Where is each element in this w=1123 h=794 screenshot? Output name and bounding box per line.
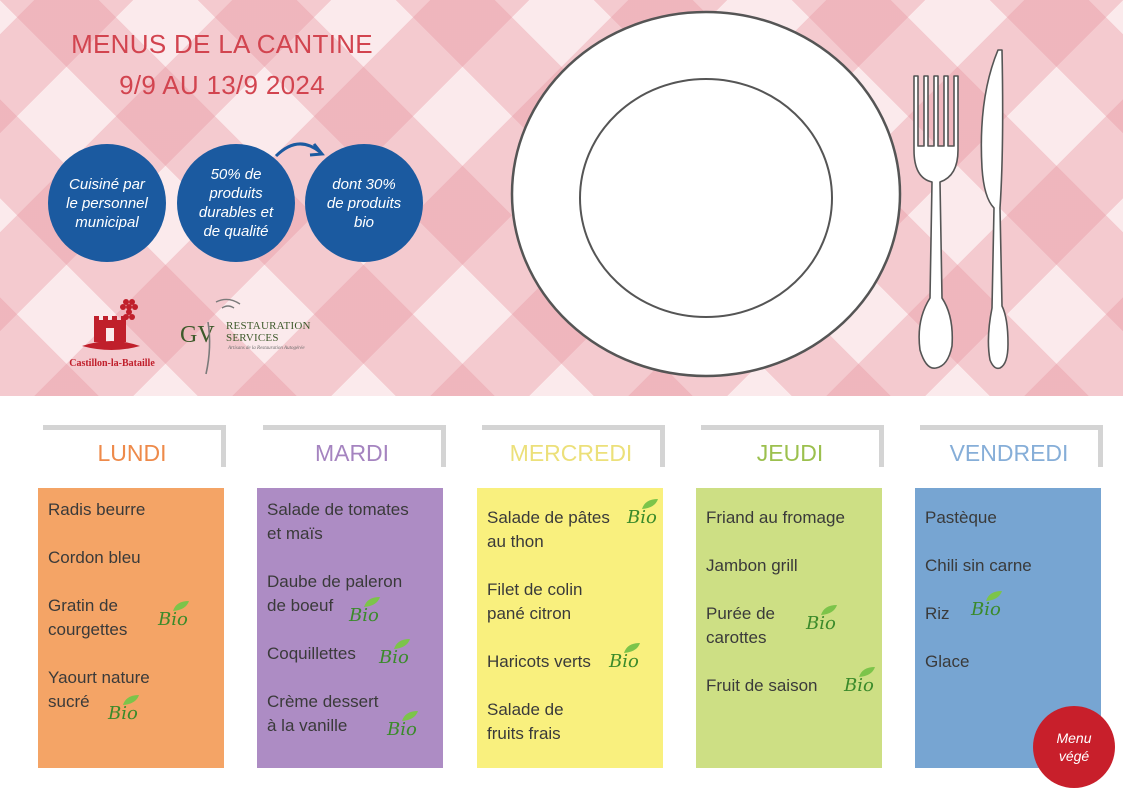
gv-restauration-logo: [178, 292, 328, 378]
castle-icon: [56, 296, 168, 358]
menu-item: Friand au fromage: [706, 508, 845, 527]
castillon-name: Castillon-la-Bataille: [69, 358, 155, 369]
menu-item: Chili sin carne: [925, 556, 1032, 575]
menu-item: Salade de fruits frais: [487, 700, 564, 743]
badge-municipal-text: Cuisiné par le personnel municipal: [66, 175, 148, 231]
menu-vege-badge: Menu végé: [1033, 706, 1115, 788]
bio-label: [158, 608, 188, 632]
bio-label: [971, 598, 1001, 622]
bio-label: [844, 674, 874, 698]
menu-item: Haricots verts: [487, 652, 591, 671]
leaf-icon: [393, 638, 411, 650]
menu-item: Yaourt nature sucré: [48, 668, 150, 711]
day-menu-jeudi: [696, 488, 882, 768]
menu-item: Riz: [925, 604, 950, 623]
gv-tagline: Artisans de la Restauration Autogérée: [228, 346, 305, 351]
day-header-lundi: LUNDI: [43, 425, 226, 467]
day-header-vendredi: VENDREDI: [920, 425, 1103, 467]
menu-item: Purée de carottes: [706, 604, 775, 647]
day-menu-mardi: [257, 488, 443, 768]
menu-item: Pastèque: [925, 508, 997, 527]
bio-text: Bio: [844, 675, 874, 696]
bio-text: Bio: [158, 609, 188, 630]
knife-icon: [976, 48, 1016, 372]
bio-text: Bio: [379, 647, 409, 668]
fork-icon: [906, 70, 966, 372]
day-header-mercredi: MERCREDI: [482, 425, 665, 467]
gv-mark: GV: [180, 322, 215, 348]
page-title: MENUS DE LA CANTINE: [71, 29, 373, 59]
day-menu-lundi: [38, 488, 224, 768]
bio-label: [627, 506, 657, 530]
leaf-icon: [363, 596, 381, 608]
bio-label: [806, 612, 836, 636]
leaf-icon: [820, 604, 838, 616]
bio-label: [108, 702, 138, 726]
bio-text: Bio: [108, 703, 138, 724]
bio-text: Bio: [609, 651, 639, 672]
menu-item: Filet de colin pané citron: [487, 580, 583, 623]
menu-item: Radis beurre: [48, 500, 146, 519]
bio-text: Bio: [806, 613, 836, 634]
bio-text: Bio: [387, 719, 417, 740]
menu-item: Gratin de courgettes: [48, 596, 128, 639]
badge-municipal: [48, 144, 166, 262]
menu-item: Salade de tomates et maïs: [267, 500, 409, 543]
bio-label: [387, 718, 417, 742]
leaf-icon: [122, 694, 140, 706]
gv-name-line2: SERVICES: [226, 332, 279, 344]
day-menu-mercredi: [477, 488, 663, 768]
menu-item: Jambon grill: [706, 556, 798, 575]
leaf-icon: [641, 498, 659, 510]
menu-item: Fruit de saison: [706, 676, 818, 695]
menu-item: Cordon bleu: [48, 548, 141, 567]
gv-name-line1: RESTAURATION: [226, 320, 311, 332]
bio-text: Bio: [627, 507, 657, 528]
menu-item: Coquillettes: [267, 644, 356, 663]
badge-bio-text: dont 30% de produits bio: [326, 175, 402, 231]
menu-item: Glace: [925, 652, 970, 671]
bio-text: Bio: [971, 599, 1001, 620]
curved-arrow-icon: [270, 134, 330, 164]
leaf-icon: [401, 710, 419, 722]
menu-item: Salade de pâtes au thon: [487, 508, 610, 551]
date-range: 9/9 AU 13/9 2024: [119, 70, 325, 100]
leaf-icon: [858, 666, 876, 678]
bio-label: [379, 646, 409, 670]
day-header-jeudi: JEUDI: [701, 425, 884, 467]
menu-item: Daube de paleron de boeuf: [267, 572, 403, 615]
day-header-mardi: MARDI: [263, 425, 446, 467]
checkered-tablecloth-banner: [0, 0, 1123, 396]
plate-illustration: [508, 8, 904, 382]
bio-text: Bio: [349, 605, 379, 626]
bio-label: [349, 604, 379, 628]
castillon-logo: [56, 296, 168, 374]
bio-label: [609, 650, 639, 674]
menu-item: Crème dessert à la vanille: [267, 692, 379, 735]
leaf-icon: [172, 600, 190, 612]
leaf-icon: [623, 642, 641, 654]
badge-durable-text: 50% de produits durables et de qualité: [198, 166, 274, 240]
leaf-icon: [985, 590, 1003, 602]
